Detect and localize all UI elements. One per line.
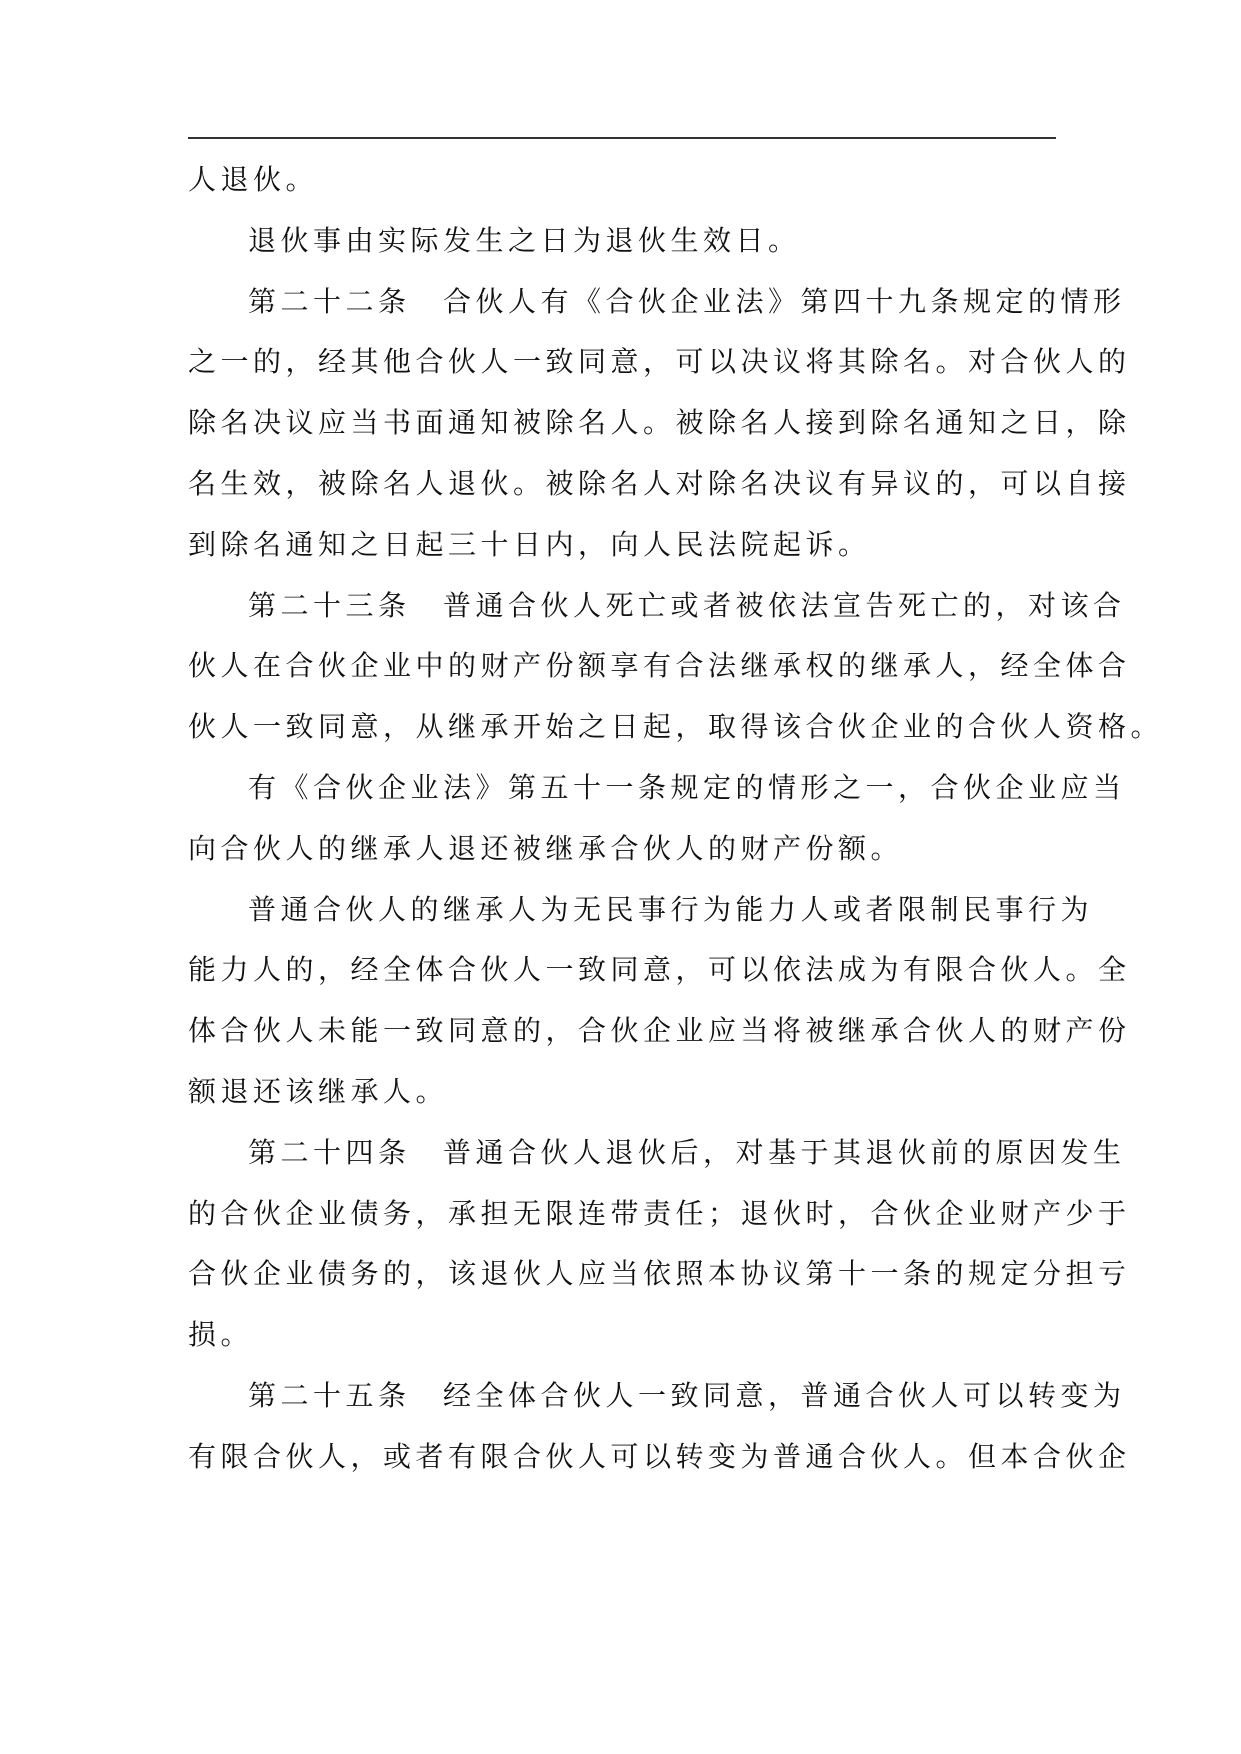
text-line: 名生效，被除名人退伙。被除名人对除名决议有异议的，可以自接 [188,466,1131,500]
text-line: 普通合伙人的继承人为无民事行为能力人或者限制民事行为 [248,892,1094,926]
text-line: 人退伙。 [188,163,319,196]
text-line: 向合伙人的继承人退还被继承合伙人的财产份额。 [188,831,904,865]
text-line: 除名决议应当书面通知被除名人。被除名人接到除名通知之日，除 [188,406,1131,440]
text-line: 体合伙人未能一致同意的，合伙企业应当将被继承合伙人的财产份 [188,1014,1131,1048]
text-line: 有限合伙人，或者有限合伙人可以转变为普通合伙人。但本合伙企 [188,1439,1131,1473]
text-line: 伙人一致同意，从继承开始之日起，取得该合伙企业的合伙人资格。 [188,710,1164,744]
text-line: 退伙事由实际发生之日为退伙生效日。 [248,223,801,257]
text-line: 能力人的，经全体合伙人一致同意，可以依法成为有限合伙人。全 [188,953,1131,987]
text-line: 到除名通知之日起三十日内，向人民法院起诉。 [188,527,871,561]
header-rule [188,137,1056,139]
text-line: 之一的，经其他合伙人一致同意，可以决议将其除名。对合伙人的 [188,345,1131,379]
text-line: 合伙企业债务的，该退伙人应当依照本协议第十一条的规定分担亏 [188,1257,1131,1291]
body-text [188,150,1164,1670]
text-line: 有《合伙企业法》第五十一条规定的情形之一，合伙企业应当 [248,770,1126,804]
text-line: 第二十四条 普通合伙人退伙后，对基于其退伙前的原因发生 [248,1135,1126,1169]
text-line: 第二十五条 经全体合伙人一致同意，普通合伙人可以转变为 [248,1378,1126,1412]
text-line: 的合伙企业债务，承担无限连带责任；退伙时，合伙企业财产少于 [188,1196,1131,1230]
text-line: 第二十三条 普通合伙人死亡或者被依法宣告死亡的，对该合 [248,588,1126,622]
text-line: 损。 [188,1318,254,1352]
text-line: 额退还该继承人。 [188,1074,449,1108]
text-line: 第二十二条 合伙人有《合伙企业法》第四十九条规定的情形 [248,284,1126,318]
text-line: 伙人在合伙企业中的财产份额享有合法继承权的继承人，经全体合 [188,649,1131,683]
